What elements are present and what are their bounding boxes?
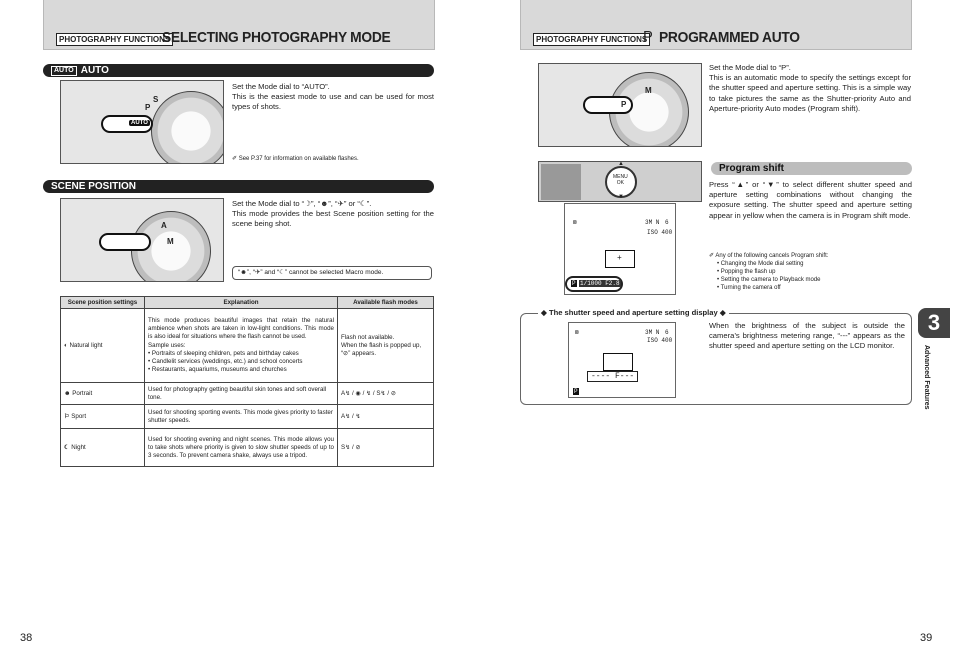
shutter-display-title: ◆ The shutter speed and aperture setting display ◆	[538, 308, 729, 317]
program-shift-note	[709, 252, 912, 292]
flash-cell: Flash not available. When the flash is popped up, “⊘” appears.	[338, 309, 434, 383]
program-dial-label-p: P	[621, 100, 627, 109]
note-icon: ✐	[709, 253, 716, 259]
shutter-display-text: When the brightness of the subject is outside the camera’s brightness metering range, “---” appears as the shutter speed and aperture setting on the LCD monitor.	[709, 321, 905, 351]
night-icon: ☾	[64, 443, 72, 451]
explanation-cell: Used for photography getting beautiful skin tones and soft overall tone.	[145, 383, 338, 405]
af-cross-icon: +	[617, 254, 622, 263]
scene-name-cell	[61, 405, 145, 429]
portrait-icon: ☻	[64, 389, 73, 397]
note-heading-text: Any of the following cancels Program shift:	[715, 253, 829, 259]
program-intro	[709, 63, 911, 114]
note-icon: ✐	[232, 156, 239, 162]
left-header-band	[43, 0, 435, 50]
dial-auto-chip: AUTO	[131, 120, 148, 126]
right-header-p: P	[643, 29, 653, 46]
flash-cell: A↯ / ↯	[338, 405, 434, 429]
lcd-quality: 3M N	[645, 329, 660, 336]
dial-label-p: P	[145, 103, 151, 112]
note-list-item: • Setting the camera to Playback mode	[717, 277, 821, 283]
lcd-quality: 3M N	[645, 219, 660, 226]
left-page-number: 38	[20, 632, 33, 644]
auto-instructions	[232, 82, 434, 113]
explanation-text: This mode produces beautiful images that retain the natural ambience when shots are taken in low-light conditions. This mode is also ideal for situations where the flash cannot be used.	[148, 317, 334, 340]
lcd-mode: P	[574, 388, 578, 395]
left-page-title: SELECTING PHOTOGRAPHY MODE	[162, 29, 391, 46]
mode-dial-illustration	[151, 91, 224, 164]
auto-note	[232, 155, 434, 163]
lcd-count: 6	[665, 219, 669, 226]
chapter-tab: 3	[918, 308, 950, 338]
table-row	[61, 309, 434, 383]
auto-section-title: AUTO	[80, 65, 109, 76]
scene-section-bar	[43, 180, 434, 193]
program-shift-note-heading	[709, 252, 912, 260]
program-shift-text: Press “▲” or “▼” to select different shutter speed and aperture setting combinations without changing the exposure setting. The shutter speed and aperture setting appear in yellow when the camera is in Program shift mode.	[709, 180, 912, 220]
program-dial-photo	[538, 63, 702, 147]
camera-back-photo	[538, 161, 702, 202]
lcd-mode: P	[572, 280, 576, 287]
table-header-flash: Available flash modes	[338, 297, 434, 309]
af-frame	[603, 353, 633, 371]
scene-name-cell	[61, 309, 145, 383]
table-row	[61, 405, 434, 429]
note-list-item: • Turning the camera off	[717, 285, 781, 291]
sample-item: • Restaurants, aquariums, museums and churches	[148, 366, 287, 373]
down-arrow-icon: ▼	[618, 194, 624, 200]
scene-name-cell	[61, 429, 145, 467]
auto-text-body: This is the easiest mode to use and can be used for most types of shots.	[232, 92, 434, 112]
lcd-display-outside-range	[568, 322, 676, 398]
auto-text-line1: Set the Mode dial to “AUTO”.	[232, 82, 330, 91]
sample-heading: Sample uses:	[148, 342, 186, 349]
up-arrow-icon: ▲	[618, 161, 624, 167]
flash-off-icon: ⊠	[573, 219, 577, 226]
scene-section-title: SCENE POSITION	[51, 181, 137, 192]
flash-off-icon: ⊠	[575, 329, 579, 336]
dial-label-s: S	[153, 95, 159, 104]
lcd-iso: ISO 400	[647, 229, 673, 236]
scene-name: Night	[71, 443, 86, 451]
right-header-tag: PHOTOGRAPHY FUNCTIONS	[533, 33, 650, 46]
table-header-row	[61, 297, 434, 309]
auto-section-bar	[43, 64, 434, 77]
camera-screen	[541, 164, 581, 200]
scene-dial-label-a: A	[161, 221, 167, 230]
lcd-readout: 1/1000 F2.8	[580, 280, 620, 287]
sport-icon: ⚐	[64, 412, 72, 420]
right-header-band	[520, 0, 912, 50]
scene-dial-photo	[60, 198, 224, 282]
sample-item: • Portraits of sleeping children, pets and birthday cakes	[148, 350, 299, 357]
lcd-dash-readout: ---- F---	[587, 371, 638, 382]
note-list-item: • Popping the flash up	[717, 269, 776, 275]
lcd-display-program	[564, 203, 676, 295]
explanation-cell: Used for shooting sporting events. This mode gives priority to faster shutter speeds.	[145, 405, 338, 429]
menu-ok-label: MENU OK	[613, 174, 628, 186]
explanation-cell: Used for shooting evening and night scenes. This mode allows you to take shots where priority is given to slow shutter speeds of up to 3 seconds. To prevent camera shake, always use a tripod.	[145, 429, 338, 467]
left-header-tag: PHOTOGRAPHY FUNCTIONS	[56, 33, 173, 46]
table-row	[61, 383, 434, 405]
right-page-number: 39	[920, 632, 933, 644]
program-intro-body: This is an automatic mode to specify the settings except for the shutter speed and aperture setting. This is a simple way to take pictures the same as the Shutter-priority Auto and Aperture-priority Auto modes (Program shift).	[709, 73, 911, 113]
scene-instructions	[232, 199, 434, 230]
scene-dial-label-m: M	[167, 237, 174, 246]
natural-light-icon: ◐	[64, 341, 70, 349]
scene-text-line1: Set the Mode dial to “☽”, “☻”, “✈” or “☾”.	[232, 199, 372, 208]
table-row	[61, 429, 434, 467]
scene-text-body: This mode provides the best Scene position setting for the scene being shot.	[232, 209, 434, 229]
flash-cell: S↯ / ⊘	[338, 429, 434, 467]
scene-note-text: “☻”, “✈” and “☾” cannot be selected Macro mode.	[238, 269, 384, 276]
program-shift-title: Program shift	[719, 163, 785, 174]
auto-dial-photo	[60, 80, 224, 164]
chapter-label: Advanced Features	[923, 345, 930, 410]
note-list-item: • Changing the Mode dial setting	[717, 261, 804, 267]
explanation-cell	[145, 309, 338, 383]
table-header-explanation: Explanation	[145, 297, 338, 309]
sample-item: • Candlelit services (weddings, etc.) and school concerts	[148, 358, 303, 365]
scene-name: Portrait	[72, 389, 93, 397]
program-shift-bar	[711, 162, 912, 175]
flash-cell: A↯ / ◉ / ↯ / S↯ / ⊘	[338, 383, 434, 405]
lcd-count: 6	[665, 329, 669, 336]
scene-dial-pointer	[99, 233, 151, 251]
scene-name: Natural light	[69, 341, 103, 349]
lcd-iso: ISO 400	[647, 337, 673, 344]
right-page-title: PROGRAMMED AUTO	[659, 29, 800, 46]
scene-note-box	[232, 266, 432, 280]
table-header-settings: Scene position settings	[61, 297, 145, 309]
auto-note-text: See P.37 for information on available flashes.	[238, 156, 359, 162]
program-dial-label-m: M	[645, 86, 652, 95]
scene-name-cell	[61, 383, 145, 405]
auto-chip: AUTO	[51, 66, 77, 76]
scene-name: Sport	[71, 412, 87, 420]
scene-position-table	[60, 296, 434, 467]
program-intro-line1: Set the Mode dial to “P”.	[709, 63, 791, 72]
